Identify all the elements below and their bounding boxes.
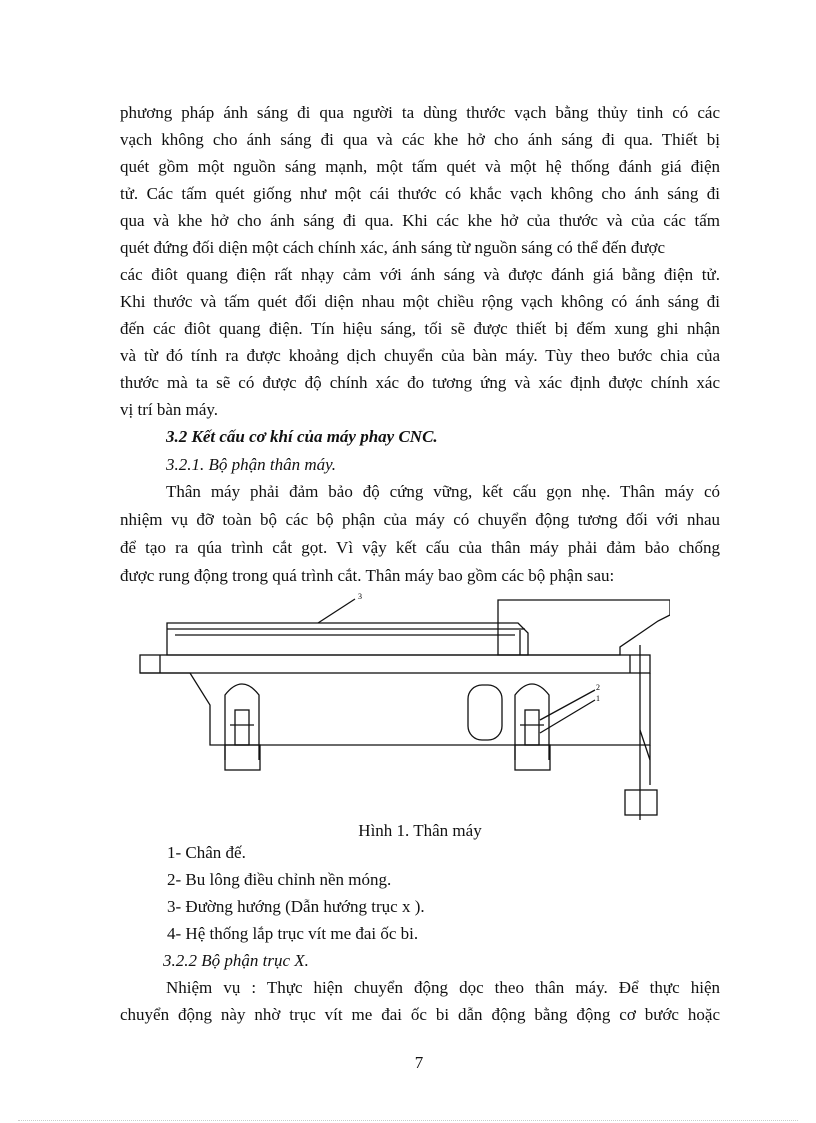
paragraph-line: quét gồm một nguồn sáng mạnh, một tấm quét và một hệ thống đánh giá điện bbox=[120, 157, 720, 176]
paragraph-line: các điôt quang điện rất nhạy cảm với ánh sáng và được đánh giá bằng điện tử. bbox=[120, 265, 720, 284]
section-heading-3-2-2: 3.2.2 Bộ phận trục X. bbox=[163, 951, 309, 970]
paragraph-line: để tạo ra qúa trình cắt gọt. Vì vậy kết cấu của thân máy phải đảm bảo chống bbox=[120, 538, 720, 557]
paragraph-line: chuyển động này nhờ trục vít me đai ốc bi dẫn động bằng động cơ bước hoặc bbox=[120, 1005, 720, 1024]
paragraph-line: đến các điôt quang điện. Tín hiệu sáng, tối sẽ được thiết bị đếm xung ghi nhận bbox=[120, 319, 720, 338]
bed-body bbox=[140, 673, 650, 745]
paragraph-line: Khi thước và tấm quét đối diện nhau một chiều rộng vạch không có ánh sáng đi bbox=[120, 292, 720, 311]
bed-top-rail bbox=[140, 655, 650, 673]
foot-right bbox=[625, 790, 657, 815]
page-number: 7 bbox=[414, 1053, 424, 1072]
paragraph-line: Nhiệm vụ : Thực hiện chuyển động dọc theo thân máy. Để thực hiện bbox=[166, 978, 720, 997]
paragraph-line: tử. Các tấm quét giống như một cái thước có khắc vạch không cho ánh sáng đi bbox=[120, 184, 720, 203]
paragraph-line: phương pháp ánh sáng đi qua người ta dùng thước vạch bằng thủy tinh có các bbox=[120, 103, 720, 122]
table-slab bbox=[167, 623, 528, 655]
list-item: 4- Hệ thống lắp trục vít me đai ốc bi. bbox=[167, 924, 419, 943]
paragraph-line: và từ đó tính ra được khoảng dịch chuyển của bàn máy. Tùy theo bước chia của bbox=[120, 346, 720, 365]
foot-left bbox=[225, 745, 260, 770]
callout-label: 3 bbox=[358, 592, 362, 601]
list-item: 1- Chân đế. bbox=[167, 843, 246, 862]
bed-window bbox=[468, 685, 502, 740]
callout-label: 2 bbox=[596, 683, 600, 692]
column-block bbox=[498, 600, 670, 655]
list-item: 2- Bu lông điều chỉnh nền móng. bbox=[167, 870, 392, 889]
paragraph-line: vạch không cho ánh sáng đi qua và các khe hở cho ánh sáng đi qua. Thiết bị bbox=[120, 130, 720, 149]
paragraph-line: được rung động trong quá trình cắt. Thân máy bao gồm các bộ phận sau: bbox=[120, 566, 615, 585]
footer-divider bbox=[18, 1120, 798, 1121]
section-heading-3-2: 3.2 Kết cấu cơ khí của máy phay CNC. bbox=[166, 427, 438, 446]
foot-mid bbox=[515, 745, 550, 770]
paragraph-line: nhiệm vụ đỡ toàn bộ các bộ phận của máy có chuyển động tương đối với nhau bbox=[120, 510, 720, 529]
paragraph-line: vị trí bàn máy. bbox=[120, 400, 219, 419]
paragraph-line: Thân máy phải đảm bảo độ cứng vững, kết cấu gọn nhẹ. Thân máy có bbox=[166, 482, 720, 501]
machine-bed-figure bbox=[130, 585, 670, 820]
paragraph-line: thước mà ta sẽ có được độ chính xác đo tương ứng và xác định được chính xác bbox=[120, 373, 720, 392]
bolt-housing-mid bbox=[515, 684, 549, 760]
paragraph-line: qua và khe hở cho ánh sáng đi qua. Khi các khe hở của thước và của các tấm bbox=[120, 211, 720, 230]
figure-caption: Hình 1. Thân máy bbox=[358, 821, 482, 840]
list-item: 3- Đường hướng (Dẫn hướng trục x ). bbox=[167, 897, 425, 916]
section-heading-3-2-1: 3.2.1. Bộ phận thân máy. bbox=[166, 455, 336, 474]
callout-label: 1 bbox=[596, 694, 600, 703]
paragraph-line: quét đứng đối diện một cách chính xác, ánh sáng từ nguồn sáng có thể đến được bbox=[120, 238, 666, 257]
bolt-housing-left bbox=[225, 684, 259, 760]
